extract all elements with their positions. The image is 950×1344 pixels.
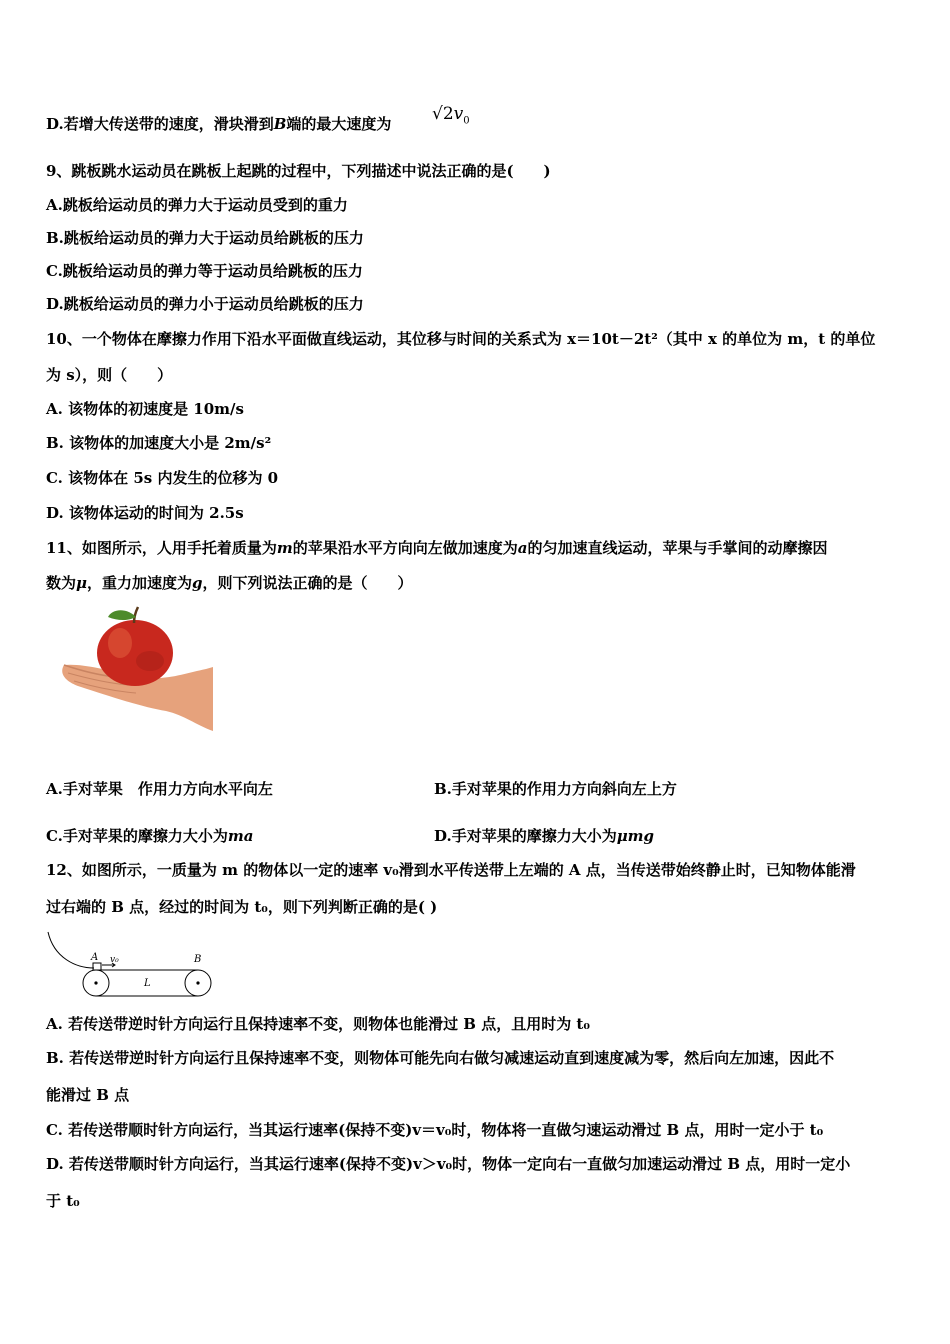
q11-stem-l1-c: 的匀加速直线运动，苹果与手掌间的动摩擦因 xyxy=(527,539,828,557)
q12-option-b-line1: B. 若传送带逆时针方向运行且保持速率不变，则物体可能先向右做匀减速运动直到速度减为零，然后向左加速，因此不 xyxy=(46,1049,835,1067)
q12-option-c: C. 若传送带顺时针方向运行，当其运行速率(保持不变)v＝v₀时，物体将一直做匀速运动滑过 B 点，用时一定小于 t₀ xyxy=(46,1121,824,1139)
block xyxy=(93,963,101,970)
q11-option-b: B.手对苹果的作用力方向斜向左上方 xyxy=(434,780,677,798)
q10-stem-line1: 10、一个物体在摩擦力作用下沿水平面做直线运动，其位移与时间的关系式为 x＝10t－2t²（其中 x 的单位为 m，t 的单位 xyxy=(46,330,876,348)
q10-option-d: D. 该物体运动的时间为 2.5s xyxy=(46,504,244,522)
q10-option-a: A. 该物体的初速度是 10m/s xyxy=(46,400,244,418)
conveyor-belt-diagram xyxy=(46,930,212,1000)
q9-option-a: A.跳板给运动员的弹力大于运动员受到的重力 xyxy=(46,196,348,214)
q9-option-b: B.跳板给运动员的弹力大于运动员给跳板的压力 xyxy=(46,229,364,247)
q12-option-a: A. 若传送带逆时针方向运行且保持速率不变，则物体也能滑过 B 点，且用时为 t₀ xyxy=(46,1015,590,1033)
q12-stem-line1: 12、如图所示，一质量为 m 的物体以一定的速率 v₀滑到水平传送带上左端的 A 点，当传送带始终静止时，已知物体能滑 xyxy=(46,861,856,879)
q11-var-a: a xyxy=(517,539,528,557)
q11-var-g: g xyxy=(192,574,203,592)
q11-stem-l1-b: 的苹果沿水平方向向左做加速度为 xyxy=(292,539,518,557)
q8-sqrt2: √2 xyxy=(432,104,454,124)
q12-option-d-line2: 于 t₀ xyxy=(46,1192,80,1210)
label-a: A xyxy=(91,952,99,963)
q11-option-c-text: C.手对苹果的摩擦力大小为 xyxy=(46,827,228,845)
q8-option-d-text: D.若增大传送带的速度，滑块滑到 xyxy=(46,115,274,133)
q8-sqrt2-v0-formula xyxy=(432,104,470,126)
q8-option-d-b: B xyxy=(273,115,287,133)
label-l: L xyxy=(144,978,151,989)
q12-stem-line2: 过右端的 B 点，经过的时间为 t₀，则下列判断正确的是( ) xyxy=(46,898,438,916)
q11-stem-l2-a: 数为 xyxy=(46,574,77,592)
q11-option-a: A.手对苹果 作用力方向水平向左 xyxy=(46,780,273,798)
q9-option-d: D.跳板给运动员的弹力小于运动员给跳板的压力 xyxy=(46,295,364,313)
q8-v: v xyxy=(453,104,464,124)
q11-option-d-text: D.手对苹果的摩擦力大小为 xyxy=(434,827,617,845)
incline-curve xyxy=(48,932,94,968)
apple-in-hand-image xyxy=(46,603,213,733)
q12-option-b-line2: 能滑过 B 点 xyxy=(46,1086,130,1104)
q11-stem-line1 xyxy=(46,538,828,558)
q11-stem-l2-b: ，重力加速度为 xyxy=(87,574,193,592)
q9-option-c: C.跳板给运动员的弹力等于运动员给跳板的压力 xyxy=(46,262,363,280)
q11-option-c xyxy=(46,826,254,846)
q11-stem-l1-a: 11、如图所示，人用手托着质量为 xyxy=(46,539,277,557)
q9-stem: 9、跳板跳水运动员在跳板上起跳的过程中，下列描述中说法正确的是( ) xyxy=(46,162,551,180)
q11-option-d xyxy=(434,826,654,846)
q11-option-c-math: ma xyxy=(227,827,254,845)
q11-var-m: m xyxy=(276,539,293,557)
q8-option-d-tail: 端的最大速度为 xyxy=(286,115,392,133)
q10-option-c: C. 该物体在 5s 内发生的位移为 0 xyxy=(46,469,279,487)
q10-option-b: B. 该物体的加速度大小是 2m/s² xyxy=(46,434,272,452)
q11-stem-l2-c: ，则下列说法正确的是（ ） xyxy=(202,574,413,592)
q11-option-d-math: μmg xyxy=(616,827,655,845)
q12-option-d-line1: D. 若传送带顺时针方向运行，当其运行速率(保持不变)v＞v₀时，物体一定向右一直做匀加速运动滑过 B 点，用时一定小 xyxy=(46,1155,851,1173)
label-b: B xyxy=(194,954,202,965)
q8-v-sub: 0 xyxy=(463,115,470,127)
q11-stem-line2 xyxy=(46,573,413,593)
q8-option-d xyxy=(46,114,391,134)
q10-stem-line2: 为 s），则（ ） xyxy=(46,366,173,384)
label-v0: v₀ xyxy=(110,955,119,965)
q11-var-mu: μ xyxy=(76,574,87,592)
